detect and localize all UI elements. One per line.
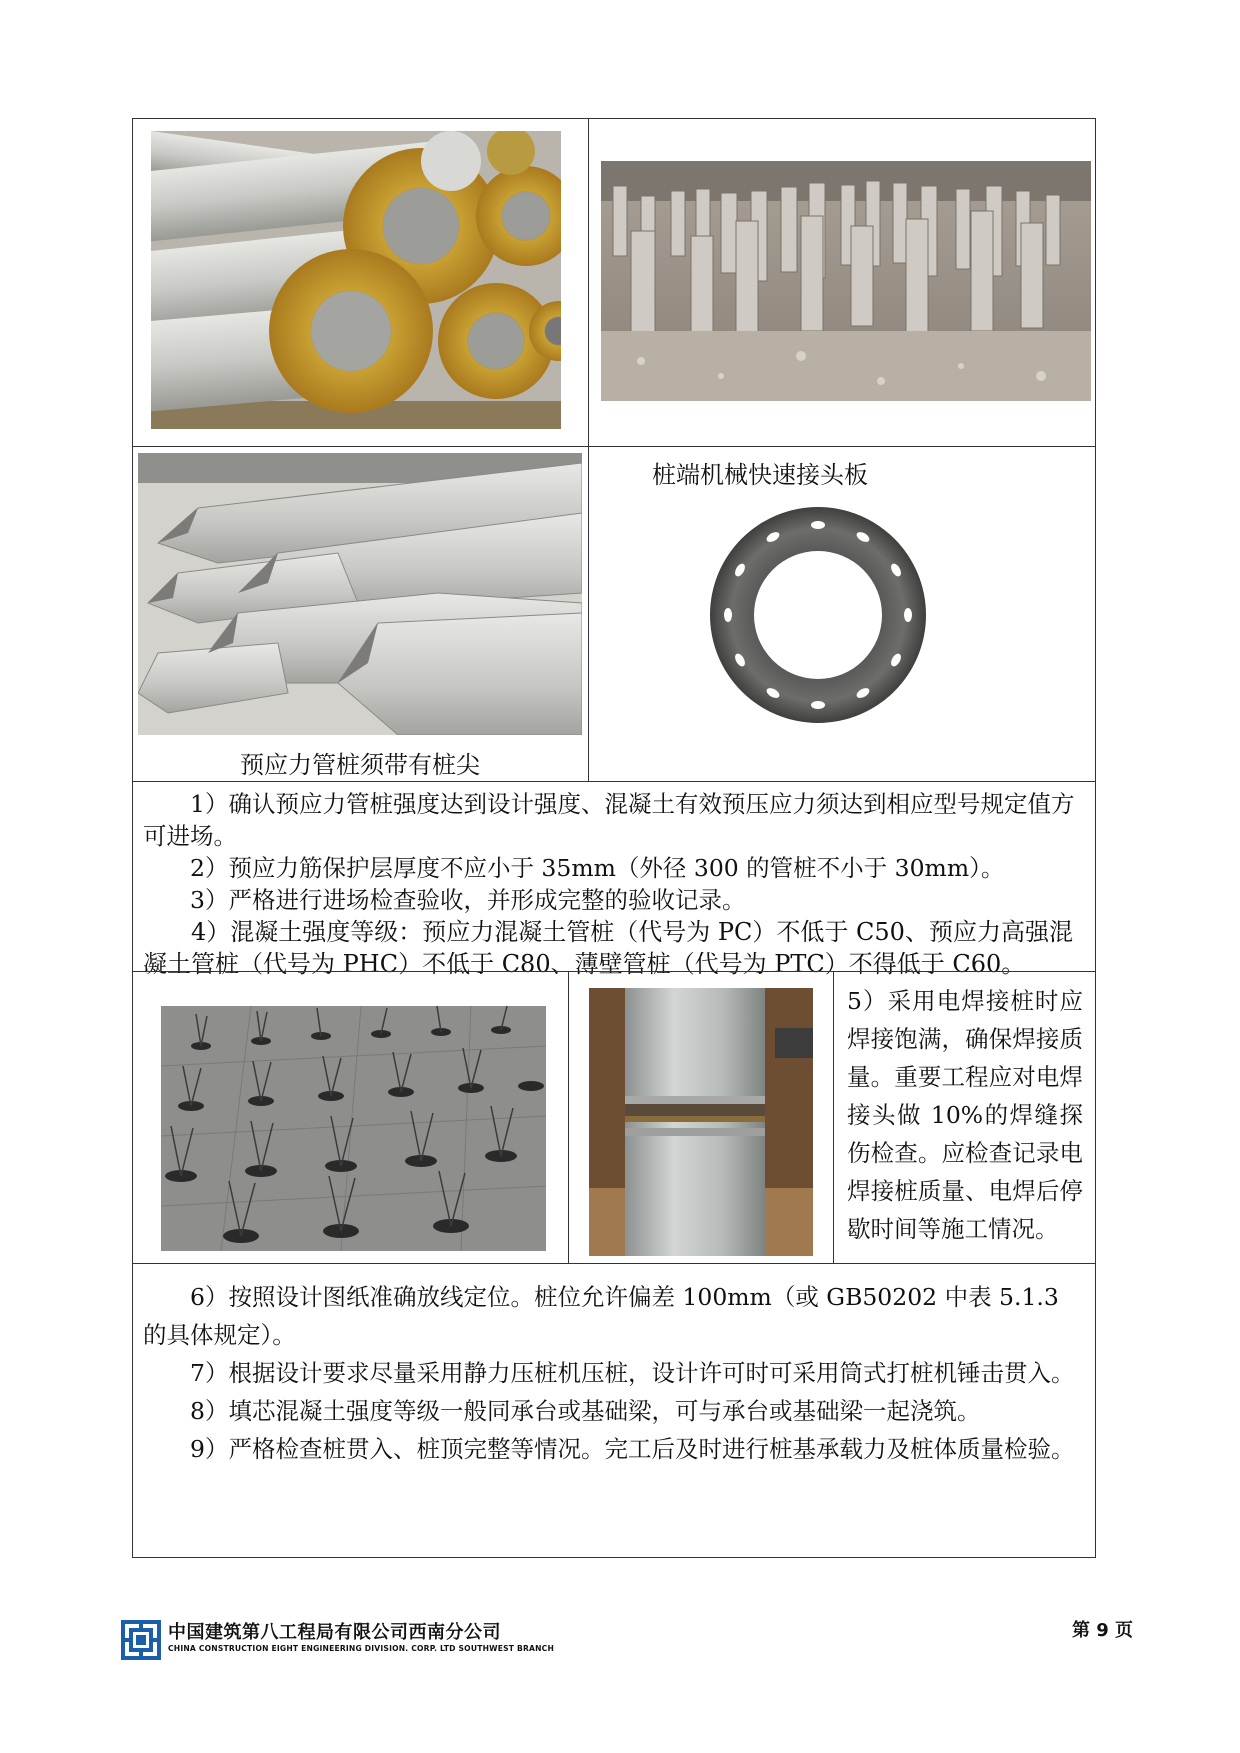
cscec-logo-icon (121, 1620, 161, 1660)
requirement-9: 9）严格检查桩贯入、桩顶完整等情况。完工后及时进行桩基承载力及桩体质量检验。 (190, 1435, 1075, 1463)
pile-stack-photo (151, 131, 561, 429)
table-row-requirements-1 (133, 781, 1095, 978)
rebar-piles-photo (161, 1006, 546, 1251)
joint-plate-photo (708, 505, 928, 725)
requirement-2: 2）预应力筋保护层厚度不应小于 35mm（外径 300 的管桩不小于 30mm）。 (190, 854, 1005, 882)
requirement-7: 7）根据设计要求尽量采用静力压桩机压桩，设计许可时可采用筒式打桩机锤击贯入。 (190, 1359, 1075, 1387)
weld-note: 5）采用电焊接桩时应焊接饱满，确保焊接质量。重要工程应对电焊接头做 10%的焊缝探伤检查。应检查记录电焊接桩质量、电焊后停歇时间等施工情况。 (847, 987, 1083, 1243)
page-number: 第 9 页 (1072, 1620, 1134, 1641)
welded-joint-photo (589, 988, 813, 1256)
requirements-list-2 (143, 1278, 1085, 1468)
requirement-3: 3）严格进行进场检查验收，并形成完整的验收记录。 (190, 886, 746, 914)
requirement-1: 1）确认预应力管桩强度达到设计强度、混凝土有效预压应力须达到相应型号规定值方可进场。 (143, 790, 1075, 850)
document-table (132, 118, 1096, 1558)
footer-company-cn: 中国建筑第八工程局有限公司西南分公司 (168, 1622, 501, 1643)
driven-piles-photo (601, 161, 1091, 401)
table-row-photos-2 (133, 446, 1095, 781)
requirements-list-1 (143, 788, 1085, 980)
table-row-requirements-2 (133, 1263, 1095, 1559)
table-row-photos-3 (133, 971, 1095, 1263)
requirement-6: 6）按照设计图纸准确放线定位。桩位允许偏差 100mm（或 GB50202 中表 5.1.3 的具体规定）。 (143, 1283, 1059, 1349)
joint-plate-caption: 桩端机械快速接头板 (652, 461, 868, 489)
table-row-photos-1 (133, 119, 1095, 446)
pile-tips-photo (138, 453, 582, 735)
requirement-4: 4）混凝土强度等级：预应力混凝土管桩（代号为 PC）不低于 C50、预应力高强混凝土管桩（代号为 PHC）不低于 C80、薄壁管桩（代号为 PTC）不得低于 C60。 (143, 918, 1073, 978)
footer-company-en: CHINA CONSTRUCTION EIGHT ENGINEERING DIVISION. CORP. LTD SOUTHWEST BRANCH (168, 1644, 554, 1653)
requirement-8: 8）填芯混凝土强度等级一般同承台或基础梁，可与承台或基础梁一起浇筑。 (190, 1397, 981, 1425)
pile-tips-caption: 预应力管桩须带有桩尖 (240, 751, 480, 779)
